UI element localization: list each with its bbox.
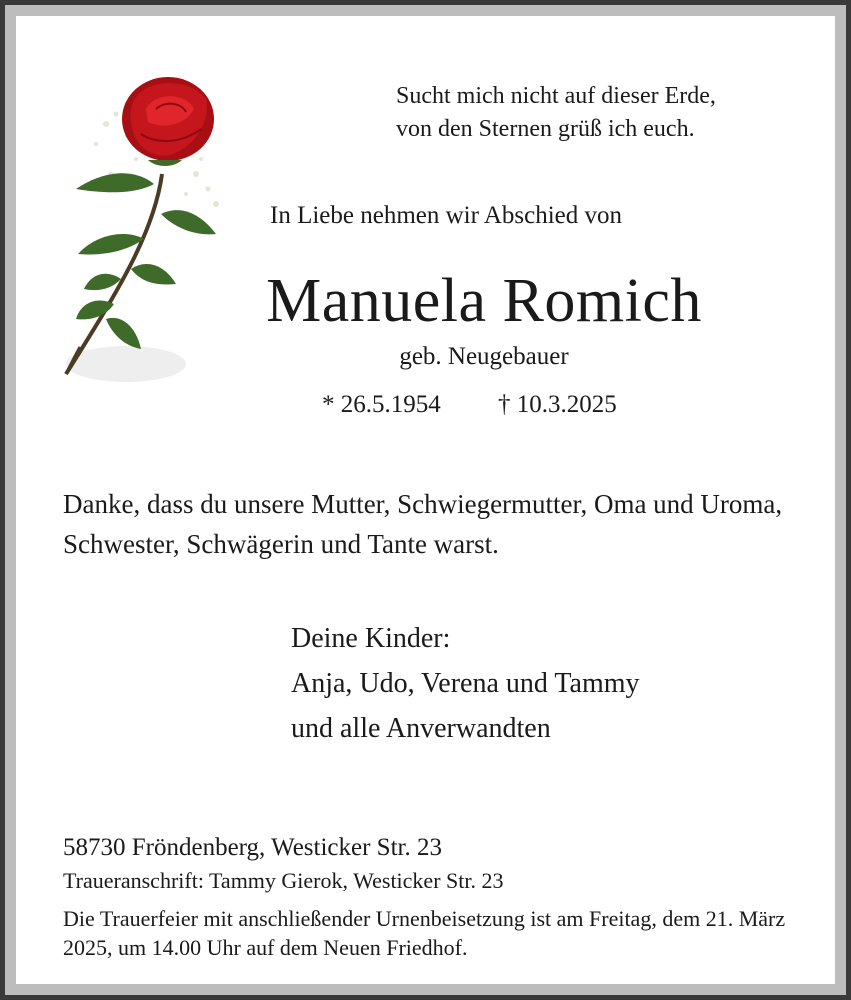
signature-line-1: Deine Kinder:: [291, 623, 451, 654]
mourning-address: Traueranschrift: Tammy Gierok, Westicker Str. 23: [63, 868, 504, 893]
leaf-1: [76, 173, 154, 192]
signature-line-2: Anja, Udo, Verena und Tammy: [291, 668, 640, 699]
leaf-2: [161, 210, 216, 234]
obituary-card: [16, 16, 835, 984]
signature-line-3: und alle Anverwandten: [291, 713, 551, 744]
funeral-service-info: Die Trauerfeier mit anschließender Urnenbeisetzung ist am Freitag, dem 21. März 2025, um 14.00 Uhr auf dem Neuen Friedhof.: [63, 906, 786, 960]
deceased-name: Manuela Romich: [266, 267, 702, 335]
motto-line-1: Sucht mich nicht auf dieser Erde,: [396, 83, 716, 109]
family-address: 58730 Fröndenberg, Westicker Str. 23: [63, 834, 442, 861]
motto: [396, 80, 716, 146]
rose-bloom-icon: [122, 77, 214, 166]
intro-text: In Liebe nehmen wir Abschied von: [270, 202, 622, 229]
maiden-name: geb. Neugebauer: [399, 343, 569, 370]
birth-date: * 26.5.1954: [322, 391, 441, 418]
motto-line-2: von den Sternen grüß ich euch.: [396, 116, 695, 142]
thanks-text: Danke, dass du unsere Mutter, Schwiegermutter, Oma und Uroma, Schwester, Schwägerin und Tante warst.: [63, 489, 783, 559]
frame-border: [5, 5, 846, 995]
signature-block: [291, 616, 640, 751]
leaf-3: [78, 234, 144, 254]
death-date: † 10.3.2025: [498, 391, 617, 418]
